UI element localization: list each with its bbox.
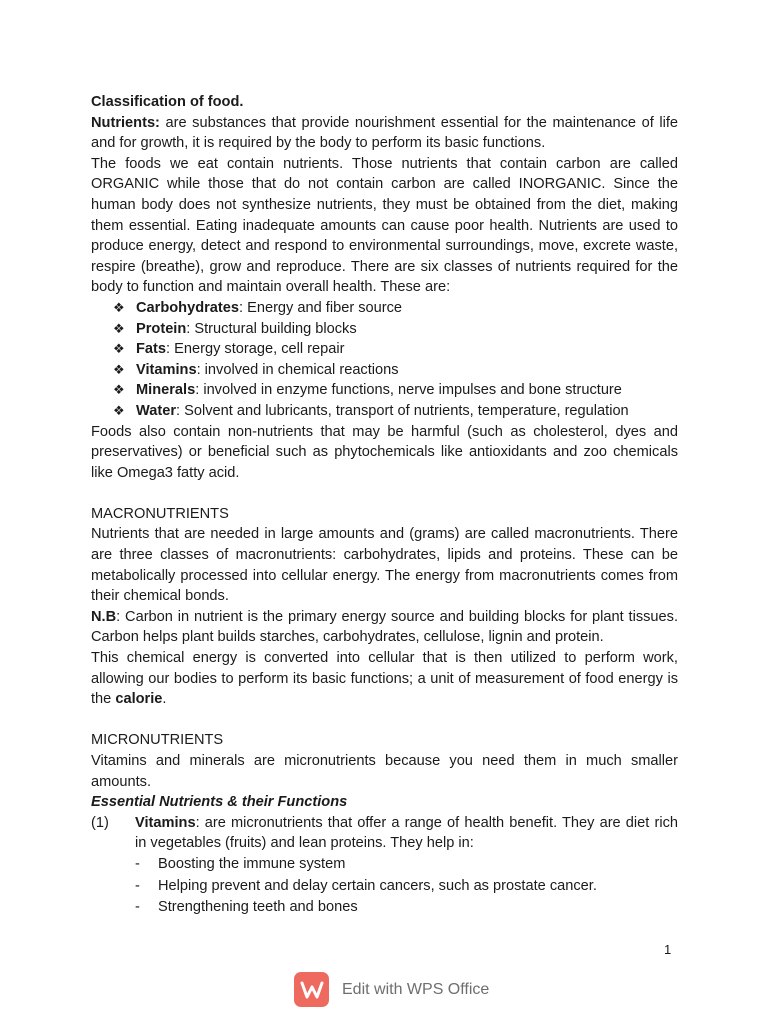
list-item bbox=[113, 319, 678, 340]
document-body bbox=[91, 92, 678, 919]
nb-text: : Carbon in nutrient is the primary energy source and building blocks for plant tissues. Carbon helps plant builds starches, carbohydrates, cellulose, lignin and protein. bbox=[91, 608, 678, 646]
list-item bbox=[113, 339, 678, 360]
list-item bbox=[135, 897, 678, 919]
calorie-term: calorie bbox=[115, 691, 163, 708]
diamond-bullet-icon: ❖ bbox=[113, 402, 125, 418]
benefit-text: Helping prevent and delay certain cancers, such as prostate cancer. bbox=[158, 877, 597, 894]
essential-nutrients-heading: Essential Nutrients & their Functions bbox=[91, 794, 348, 811]
class-term: Vitamins bbox=[136, 361, 197, 378]
diamond-bullet-icon: ❖ bbox=[113, 382, 125, 398]
organic-paragraph: The foods we eat contain nutrients. Those nutrients that contain carbon are called ORGANIC while those that do not contain carbon are called INORGANIC. Since the human body does not synthesize nutrients, they must be obtained from the diet, making them essential. Eating inadequate amounts can cause poor health. Nutrients are used to produce energy, detect and respond to environmental surroundings, move, excrete waste, respire (breathe), grow and reproduce. There are six classes of nutrients required for the body to function and maintain overall health. These are: bbox=[91, 155, 678, 296]
class-term: Carbohydrates bbox=[136, 299, 239, 316]
dash-bullet-icon: - bbox=[135, 877, 140, 894]
macronutrients-paragraph: Nutrients that are needed in large amounts and (grams) are called macronutrients. There are three classes of macronutrients: carbohydrates, lipids and proteins. These can be metabolically processed into cellular energy. The energy from macronutrients comes from their chemical bonds. bbox=[91, 526, 678, 605]
class-term: Protein bbox=[136, 320, 187, 337]
benefit-text: Boosting the immune system bbox=[158, 855, 346, 872]
page-number: 1 bbox=[664, 942, 672, 957]
energy-text: This chemical energy is converted into cellular that is then utilized to perform work, allowing our bodies to perform its basic functions; a unit of measurement of food energy is the bbox=[91, 650, 678, 708]
micronutrients-paragraph: Vitamins and minerals are micronutrients because you need them in much smaller amounts. bbox=[91, 753, 678, 790]
class-desc: : involved in chemical reactions bbox=[196, 361, 399, 378]
nutrients-term: Nutrients: bbox=[91, 114, 160, 131]
nutrient-classes-list bbox=[91, 298, 678, 422]
list-item bbox=[113, 360, 678, 381]
energy-paragraph bbox=[91, 648, 678, 710]
nb-term: N.B bbox=[91, 608, 117, 625]
class-desc: : Energy and fiber source bbox=[239, 299, 403, 316]
diamond-bullet-icon: ❖ bbox=[113, 361, 125, 377]
vitamins-term: Vitamins bbox=[135, 814, 196, 831]
item-number: (1) bbox=[91, 814, 109, 831]
list-item bbox=[113, 401, 678, 422]
diamond-bullet-icon: ❖ bbox=[113, 320, 125, 336]
class-desc: : Energy storage, cell repair bbox=[166, 341, 345, 358]
list-item bbox=[135, 854, 678, 876]
class-term: Fats bbox=[136, 341, 167, 358]
wps-label: Edit with WPS Office bbox=[342, 980, 490, 998]
nutrients-paragraph bbox=[91, 113, 678, 154]
class-desc: : Solvent and lubricants, transport of nutrients, temperature, regulation bbox=[176, 402, 629, 419]
class-term: Water bbox=[136, 402, 177, 419]
class-desc: : Structural building blocks bbox=[186, 320, 357, 337]
list-item bbox=[135, 876, 678, 898]
diamond-bullet-icon: ❖ bbox=[113, 299, 125, 315]
non-nutrients-paragraph: Foods also contain non-nutrients that may be harmful (such as cholesterol, dyes and preservatives) or beneficial such as phytochemicals like antioxidants and zoo chemicals like Omega3 fatty acid. bbox=[91, 423, 678, 481]
wps-logo-icon bbox=[294, 972, 329, 1007]
nb-paragraph bbox=[91, 607, 678, 648]
micronutrients-heading: MICRONUTRIENTS bbox=[91, 732, 224, 749]
dash-bullet-icon: - bbox=[135, 855, 140, 872]
list-item bbox=[113, 298, 678, 319]
energy-end: . bbox=[162, 691, 167, 708]
vitamin-benefits-list bbox=[91, 854, 678, 919]
macronutrients-heading: MACRONUTRIENTS bbox=[91, 505, 229, 522]
edit-with-wps-button[interactable] bbox=[294, 972, 489, 1007]
diamond-bullet-icon: ❖ bbox=[113, 341, 125, 357]
nutrients-text: are substances that provide nourishment essential for the maintenance of life and for growth, it is required by the body to perform its basic functions. bbox=[91, 114, 678, 152]
list-item bbox=[113, 380, 678, 401]
numbered-item-vitamins bbox=[91, 813, 678, 854]
vitamins-text: : are micronutrients that offer a range of health benefit. They are diet rich in vegetables (fruits) and lean proteins. They help in: bbox=[135, 814, 678, 852]
dash-bullet-icon: - bbox=[135, 899, 140, 916]
class-term: Minerals bbox=[136, 382, 196, 399]
class-desc: : involved in enzyme functions, nerve impulses and bone structure bbox=[195, 382, 622, 399]
item-body bbox=[135, 813, 678, 854]
page-heading: Classification of food. bbox=[91, 94, 244, 110]
benefit-text: Strengthening teeth and bones bbox=[158, 899, 358, 916]
